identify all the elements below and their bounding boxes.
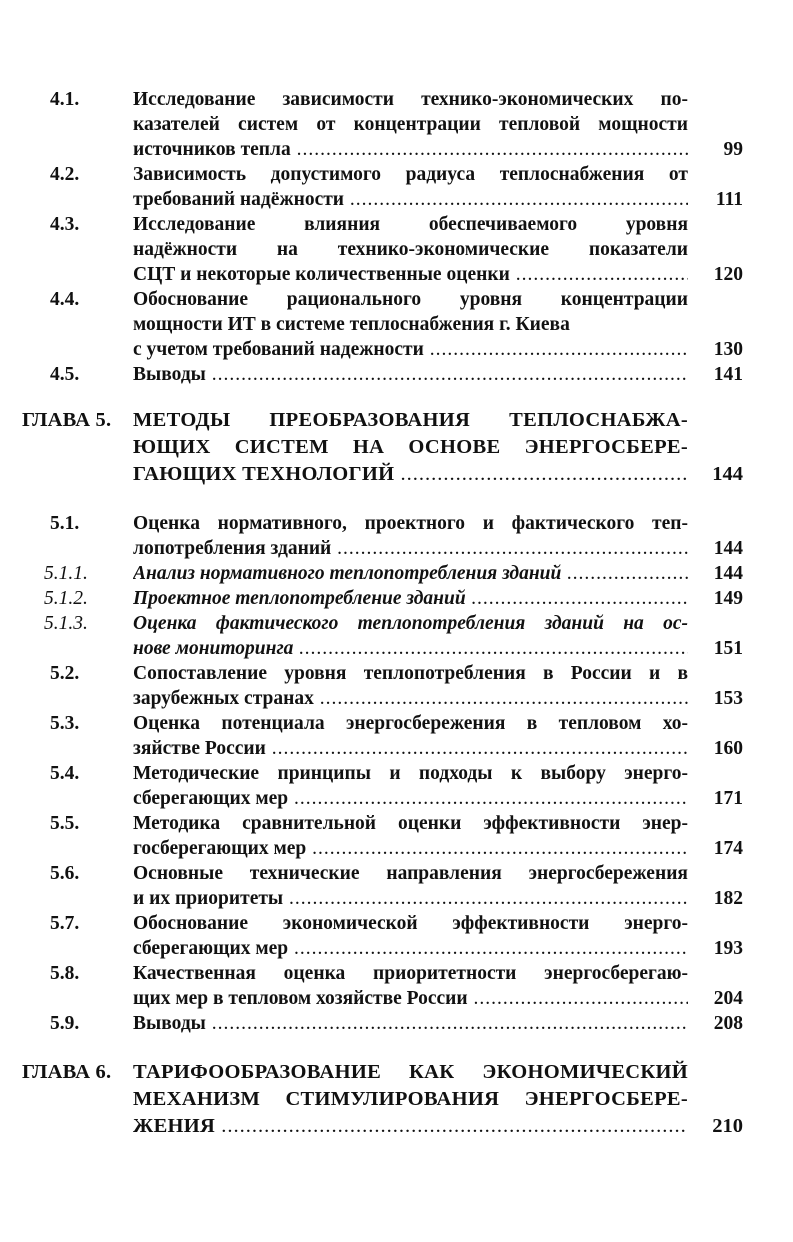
section-number: 5.4. xyxy=(50,763,80,784)
page-number: 111 xyxy=(715,189,743,210)
page-number: 153 xyxy=(713,688,743,709)
section-title: Исследование зависимости технико-экономических по- казателей систем от концентрации тепловой мощности источников тепла ..... xyxy=(133,87,688,162)
section-number: 5.7. xyxy=(50,913,80,934)
section-number: 4.3. xyxy=(50,214,80,235)
section-number: 4.4. xyxy=(50,289,80,310)
page-number: 208 xyxy=(713,1013,743,1034)
page-number: 149 xyxy=(713,588,743,609)
page-number: 99 xyxy=(723,139,743,160)
chapter-title: ТАРИФООБРАЗОВАНИЕ КАК ЭКОНОМИЧЕСКИЙ МЕХАНИЗМ СТИМУЛИРОВАНИЯ ЭНЕРГОСБЕРЕ- ЖЕНИЯ ..... xyxy=(133,1059,688,1140)
section-title: Исследование влияния обеспечиваемого уровня надёжности на технико-экономические показатели СЦТ и некоторые количественные оценки ..... xyxy=(133,212,688,287)
section-title: Выводы ..... xyxy=(133,1011,688,1036)
section-title: Методические принципы и подходы к выбору энерго- сберегающих мер ..... xyxy=(133,761,688,811)
page-number: 144 xyxy=(713,563,743,584)
page-number: 160 xyxy=(713,738,743,759)
section-number: 5.1.1. xyxy=(44,563,88,584)
section-number: 4.1. xyxy=(50,89,80,110)
section-title: Проектное теплопотребление зданий ..... xyxy=(133,586,688,611)
page-number: 120 xyxy=(713,264,743,285)
section-title: Зависимость допустимого радиуса теплоснабжения от требований надёжности ..... xyxy=(133,162,688,212)
section-title: Качественная оценка приоритетности энергосберегаю- щих мер в тепловом хозяйстве России ..... xyxy=(133,961,688,1011)
page-number: 193 xyxy=(713,938,743,959)
chapter-number: ГЛАВА 5. xyxy=(22,409,112,431)
section-title: Сопоставление уровня теплопотребления в России и в зарубежных странах ..... xyxy=(133,661,688,711)
section-number: 4.2. xyxy=(50,164,80,185)
page-number: 141 xyxy=(713,364,743,385)
page-number: 144 xyxy=(712,463,743,485)
section-number: 5.1. xyxy=(50,513,80,534)
page-number: 144 xyxy=(713,538,743,559)
section-title: Оценка нормативного, проектного и фактического теп- лопотребления зданий ..... xyxy=(133,511,688,561)
page-number: 171 xyxy=(713,788,743,809)
section-number: 5.9. xyxy=(50,1013,80,1034)
section-title: Оценка потенциала энергосбережения в тепловом хо- зяйстве России ..... xyxy=(133,711,688,761)
section-title: Основные технические направления энергосбережения и их приоритеты ..... xyxy=(133,861,688,911)
section-number: 5.3. xyxy=(50,713,80,734)
chapter-title: МЕТОДЫ ПРЕОБРАЗОВАНИЯ ТЕПЛОСНАБЖА- ЮЩИХ СИСТЕМ НА ОСНОВЕ ЭНЕРГОСБЕРЕ- ГАЮЩИХ ТЕХНОЛОГИЙ ..... xyxy=(133,407,688,488)
page-number: 174 xyxy=(713,838,743,859)
section-number: 5.6. xyxy=(50,863,80,884)
page-number: 130 xyxy=(713,339,743,360)
section-title: Обоснование экономической эффективности энерго- сберегающих мер ..... xyxy=(133,911,688,961)
section-number: 5.2. xyxy=(50,663,80,684)
page-number: 210 xyxy=(712,1115,743,1137)
section-title: Методика сравнительной оценки эффективности энер- госберегающих мер ..... xyxy=(133,811,688,861)
section-number: 5.1.3. xyxy=(44,613,88,634)
section-title: Обоснование рационального уровня концентрации мощности ИТ в системе теплоснабжения г. Киева с учетом требований надежности ..... xyxy=(133,287,688,362)
chapter-number: ГЛАВА 6. xyxy=(22,1061,112,1083)
section-title: Оценка фактического теплопотребления зданий на ос- нове мониторинга ..... xyxy=(133,611,688,661)
section-title: Анализ нормативного теплопотребления зданий ..... xyxy=(133,561,688,586)
page-number: 204 xyxy=(713,988,743,1009)
page-number: 182 xyxy=(713,888,743,909)
section-title: Выводы ..... xyxy=(133,362,688,387)
section-number: 4.5. xyxy=(50,364,80,385)
section-number: 5.8. xyxy=(50,963,80,984)
page-number: 151 xyxy=(713,638,743,659)
section-number: 5.5. xyxy=(50,813,80,834)
section-number: 5.1.2. xyxy=(44,588,88,609)
